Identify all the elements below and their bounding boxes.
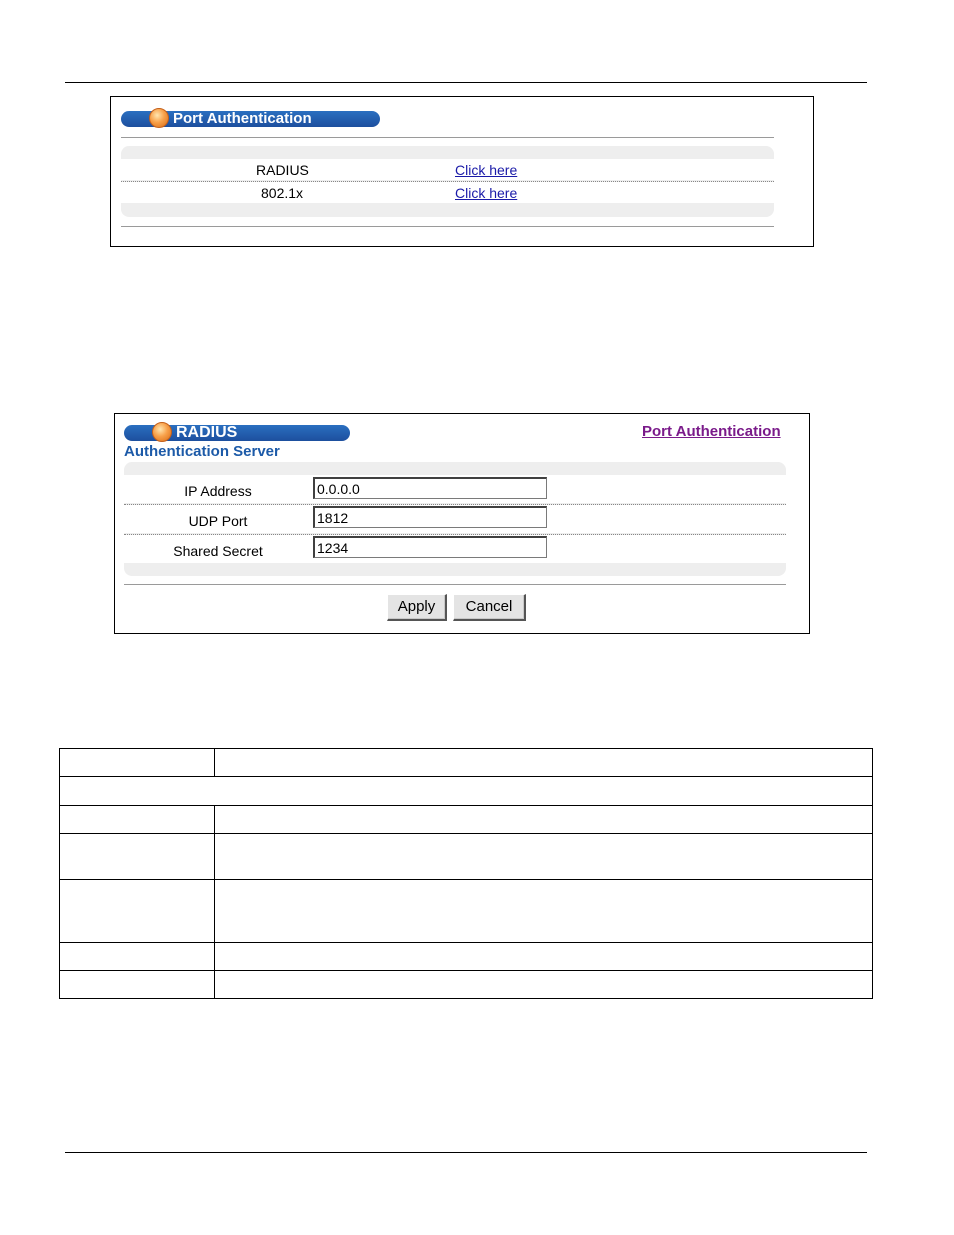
title-divider (121, 137, 774, 138)
table-row (60, 971, 873, 999)
orb-icon (152, 422, 172, 442)
form-row-shared-secret (124, 535, 786, 563)
description-table (59, 748, 873, 999)
table-row-radius (121, 159, 774, 180)
row-label: 802.1x (261, 185, 304, 201)
shared-secret-label: Shared Secret (173, 543, 263, 559)
table-cell (60, 943, 215, 971)
udp-port-input[interactable] (313, 506, 547, 528)
cancel-button[interactable]: Cancel (453, 594, 526, 621)
table-cell (60, 971, 215, 999)
table-row (60, 834, 873, 880)
table-row-8021x (121, 182, 774, 203)
table-cell (60, 749, 215, 777)
radius-panel (114, 413, 810, 634)
table-cell (215, 749, 873, 777)
table-cell (60, 777, 873, 806)
bottom-divider (121, 226, 774, 227)
table-cell (215, 943, 873, 971)
udp-port-label: UDP Port (188, 513, 248, 529)
shared-secret-input[interactable] (313, 536, 547, 558)
header-rule (65, 82, 867, 83)
table-cell (60, 806, 215, 834)
ip-address-label: IP Address (184, 483, 252, 499)
panel-title: RADIUS (176, 424, 238, 441)
radius-click-here-link[interactable]: Click here (455, 162, 518, 178)
table-row (60, 943, 873, 971)
form-row-udp-port (124, 505, 786, 533)
table-row (60, 749, 873, 777)
radius-title-bar (124, 425, 350, 441)
panel-title: Port Authentication (173, 110, 312, 127)
port-authentication-link[interactable]: Port Authentication (642, 423, 781, 440)
ip-address-input[interactable] (313, 477, 547, 499)
8021x-click-here-link[interactable]: Click here (455, 185, 518, 201)
apply-button[interactable]: Apply (387, 594, 447, 621)
port-authentication-table (121, 146, 774, 217)
table-row (60, 777, 873, 806)
port-authentication-panel (110, 96, 814, 247)
table-cell (215, 971, 873, 999)
table-row (60, 806, 873, 834)
table-cell (60, 834, 215, 880)
authentication-server-heading: Authentication Server (124, 443, 280, 460)
authentication-server-form (124, 462, 786, 576)
form-divider (124, 584, 786, 585)
table-row (60, 880, 873, 943)
row-label: RADIUS (256, 162, 309, 178)
table-cell (215, 806, 873, 834)
table-cell (60, 880, 215, 943)
table-cell (215, 880, 873, 943)
table-cell (215, 834, 873, 880)
port-authentication-title-bar (121, 111, 380, 127)
orb-icon (149, 108, 169, 128)
footer-rule (65, 1152, 867, 1153)
form-row-ip-address (124, 475, 786, 503)
